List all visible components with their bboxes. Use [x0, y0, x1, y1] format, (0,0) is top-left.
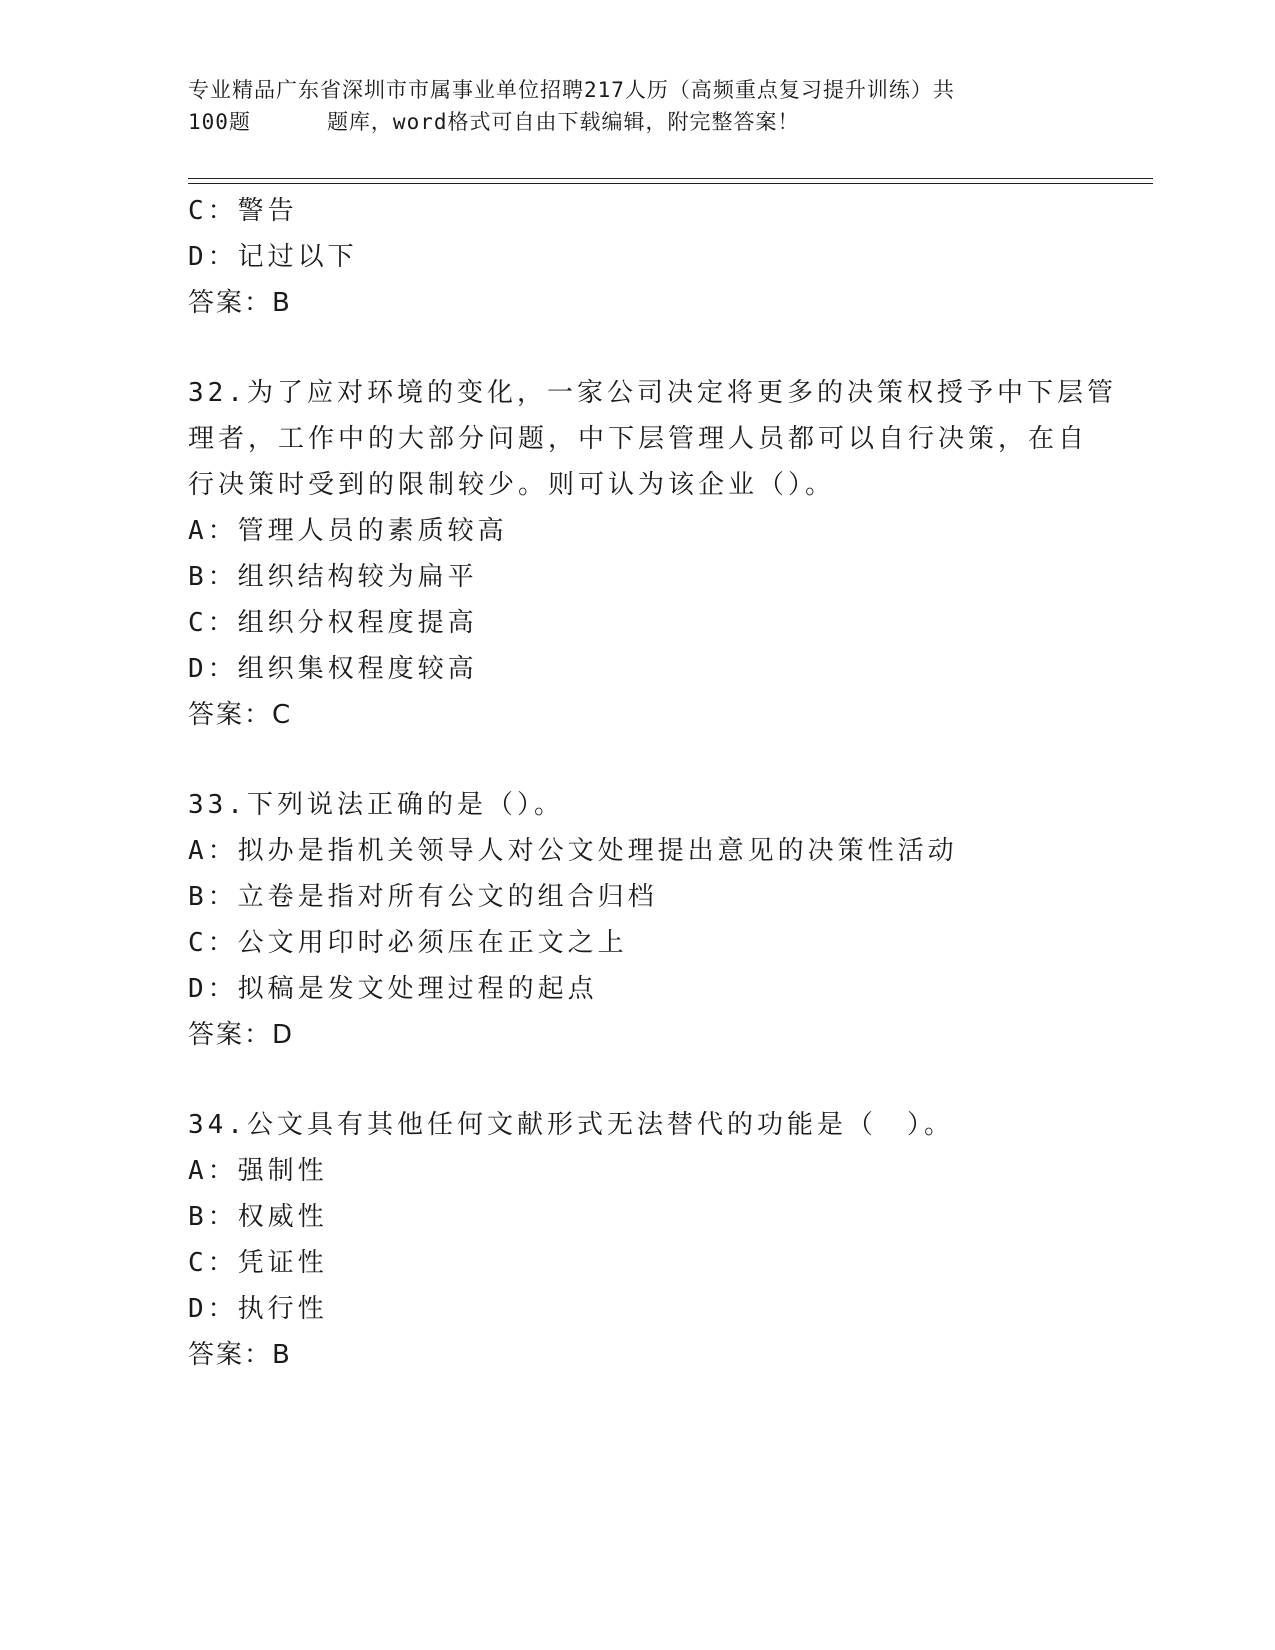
option-b: B：权威性	[188, 1202, 328, 1232]
question-text-line: 行决策时受到的限制较少。则可认为该企业（）。	[188, 470, 836, 500]
question-34	[188, 1102, 1088, 1378]
option-d: D：执行性	[188, 1294, 328, 1324]
question-33	[188, 782, 1088, 1058]
header-count: 100题	[188, 110, 251, 134]
option-d: D：拟稿是发文处理过程的起点	[188, 974, 598, 1004]
answer-line: 答案：D	[188, 1020, 295, 1050]
option-a: A：管理人员的素质较高	[188, 516, 508, 546]
answer-line: 答案：C	[188, 700, 293, 730]
option-b: B：立卷是指对所有公文的组合归档	[188, 882, 658, 912]
option-c: C：组织分权程度提高	[188, 608, 478, 638]
document-body	[188, 188, 1117, 1378]
question-31-continuation	[188, 188, 1088, 326]
question-text-line: 32.为了应对环境的变化，一家公司决定将更多的决策权授予中下层管	[188, 378, 1117, 408]
question-32	[188, 370, 1117, 738]
option-d: D：组织集权程度较高	[188, 654, 478, 684]
header-divider-bottom	[188, 183, 1153, 184]
document-header	[188, 74, 1088, 138]
question-text-line: 理者，工作中的大部分问题，中下层管理人员都可以自行决策，在自	[188, 424, 1089, 454]
header-description: 题库，word格式可自由下载编辑，附完整答案！	[326, 110, 800, 134]
answer-line: 答案：B	[188, 288, 292, 318]
question-text-line: 34.公文具有其他任何文献形式无法替代的功能是（ ）。	[188, 1110, 954, 1140]
option-a: A：拟办是指机关领导人对公文处理提出意见的决策性活动	[188, 836, 958, 866]
header-title-line-2	[188, 106, 1088, 138]
option-d: D：记过以下	[188, 242, 358, 272]
option-b: B：组织结构较为扁平	[188, 562, 478, 592]
option-c: C：公文用印时必须压在正文之上	[188, 928, 628, 958]
header-divider-top	[188, 178, 1153, 179]
option-c: C：凭证性	[188, 1248, 328, 1278]
header-title-line-1: 专业精品广东省深圳市市属事业单位招聘217人历（高频重点复习提升训练）共	[188, 78, 955, 102]
answer-line: 答案：B	[188, 1340, 292, 1370]
option-a: A：强制性	[188, 1156, 328, 1186]
option-c: C：警告	[188, 196, 298, 226]
question-text-line: 33.下列说法正确的是（）。	[188, 790, 564, 820]
